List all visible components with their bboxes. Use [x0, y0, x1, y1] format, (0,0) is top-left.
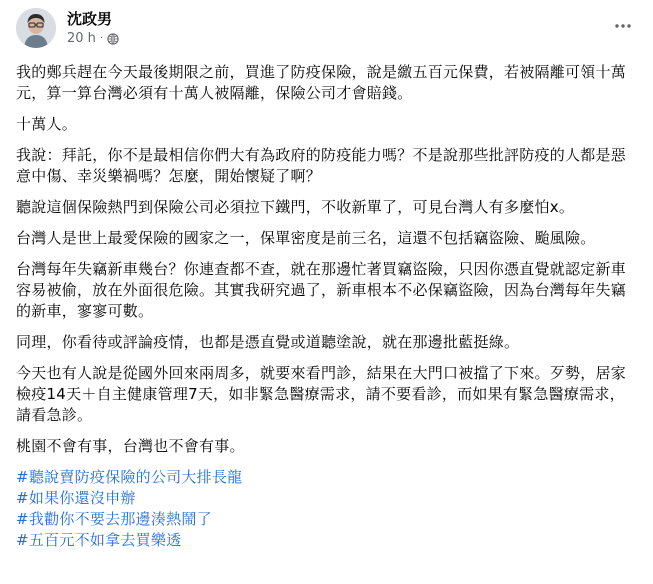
post-paragraph: 我的鄭兵趕在今天最後期限之前，買進了防疫保險，說是繳五百元保費，若被隔離可領十萬元，算一算台灣必須有十萬人被隔離，保險公司才會賠錢。	[16, 63, 627, 102]
hashtag-link[interactable]: #五百元不如拿去買樂透	[16, 531, 182, 549]
post-paragraph: 我說：拜託，你不是最相信你們大有為政府的防疫能力嗎？不是說那些批評防疫的人都是惡意中傷、幸災樂禍嗎？怎麼，開始懷疑了啊？	[16, 146, 627, 185]
hashtag-link[interactable]: #聽說賣防疫保險的公司大排長龍	[16, 468, 243, 486]
post-paragraph: 台灣每年失竊新車幾台？你連查都不查，就在那邊忙著買竊盜險，只因你憑直覺就認定新車容易被偷，放在外面很危險。其實我研究過了，新車根本不必保竊盜險，因為台灣每年失竊的新車，寥寥可數。	[16, 260, 627, 320]
author-avatar[interactable]	[16, 8, 56, 48]
post-paragraph: 聽說這個保險熱門到保險公司必須拉下鐵門，不收新單了，可見台灣人有多麼怕x。	[16, 198, 575, 216]
hashtag-list	[16, 467, 630, 551]
post-content	[16, 62, 630, 551]
meta-separator: ·	[99, 33, 104, 44]
hashtag-link[interactable]: #如果你還沒申辦	[16, 489, 136, 507]
post-time[interactable]: 20 h	[67, 31, 96, 46]
post-header	[16, 8, 637, 52]
more-horizontal-icon	[613, 16, 633, 36]
more-options-button[interactable]	[609, 12, 637, 40]
post-paragraph: 同理，你看待或評論疫情，也都是憑直覺或道聽塗說，就在那邊批藍挺綠。	[16, 333, 520, 351]
post-paragraph: 十萬人。	[16, 115, 78, 133]
hashtag-link[interactable]: #我勸你不要去那邊湊熱鬧了	[16, 510, 212, 528]
post-paragraph: 桃園不會有事，台灣也不會有事。	[16, 437, 245, 455]
globe-icon[interactable]	[107, 33, 119, 45]
avatar-portrait	[16, 8, 56, 48]
author-name[interactable]: 沈政男	[67, 10, 113, 28]
post-paragraph: 台灣人是世上最愛保險的國家之一，保單密度是前三名，這還不包括竊盜險、颱風險。	[16, 229, 596, 247]
post-meta	[67, 31, 119, 47]
post-paragraph: 今天也有人說是從國外回來兩周多，就要來看門診，結果在大門口被擋了下來。歹勢，居家檢疫14天＋自主健康管理7天，如非緊急醫療需求，請不要看診，而如果有緊急醫療需求，請看急診。	[16, 364, 627, 424]
